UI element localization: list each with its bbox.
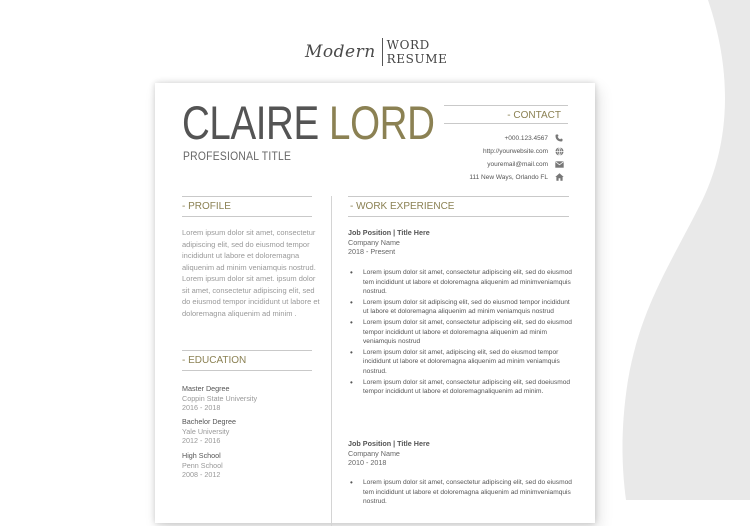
job-position: Job Position | Title Here [348, 439, 430, 448]
education-years: 2016 - 2018 [182, 403, 221, 412]
brand-logo [305, 36, 447, 68]
first-name: CLAIRE [182, 96, 319, 149]
job-bullets [348, 478, 573, 508]
job-bullet: • Lorem ipsum dolor sit amet, consectetur adipiscing elit, sed do eiusmod tempor incididunt ut labore et doloremagna aliquenim ad minim veniamquis nostrud [348, 318, 573, 347]
education-degree: Bachelor Degree [182, 417, 236, 426]
column-divider [331, 196, 332, 526]
job-bullet: • Lorem ipsum dolor sit amet, consectetur adipiscing elit, sed do eiusmod tem incididunt ut labore et doloremagna aliquenim ad minimveniamquis nostrud. [348, 268, 573, 297]
job-position: Job Position | Title Here [348, 228, 430, 237]
job-header [348, 228, 430, 257]
phone-icon [554, 134, 564, 142]
contact-rule-top [444, 105, 568, 106]
education-years: 2008 - 2012 [182, 470, 221, 479]
education-rule-bottom [182, 370, 312, 371]
contact-phone [504, 134, 564, 142]
profile-heading: - PROFILE [182, 201, 231, 212]
experience-rule-top [348, 196, 569, 197]
resume-name [182, 96, 435, 150]
job-bullet: • Lorem ipsum dolor sit amet, consectetur adipiscing elit, sed doeiusmod tempor incididunt ut labore et doloremagnaliquenim ad minim. [348, 378, 573, 397]
contact-heading: - CONTACT [507, 110, 561, 121]
contact-email-text: youremail@mail.com [487, 160, 548, 168]
experience-heading: - WORK EXPERIENCE [350, 201, 455, 212]
job-bullet: • Lorem ipsum dolor sit adipiscing elit, sed do eiusmod tempor incididunt ut labore et doloremagna aliquenim ad minim veniamquis nostrud [348, 298, 573, 317]
education-school: Yale University [182, 426, 230, 436]
job-header [348, 439, 430, 468]
contact-phone-text: +000.123.4567 [504, 134, 548, 142]
job-bullets [348, 268, 573, 398]
contact-email [487, 160, 564, 168]
brand-script: Modern [305, 42, 376, 62]
home-icon [554, 173, 564, 181]
job-company: Company Name [348, 237, 400, 247]
education-school: Coppin State University [182, 393, 258, 403]
profile-rule-top [182, 196, 312, 197]
profile-rule-bottom [182, 216, 312, 217]
job-dates: 2010 - 2018 [348, 458, 387, 467]
education-school: Penn School [182, 460, 223, 470]
education-heading: - EDUCATION [182, 355, 247, 366]
professional-title: PROFESIONAL TITLE [183, 149, 292, 163]
contact-rule-bottom [444, 123, 568, 124]
job-bullet: • Lorem ipsum dolor sit amet, adipiscing elit, sed do eiusmod tempor incididunt ut labore et doloremagna aliquenim ad minim veniamquis nostrud. [348, 348, 573, 377]
brand-divider [382, 38, 383, 66]
brand-resume: RESUME [386, 52, 448, 66]
education-years: 2012 - 2016 [182, 436, 221, 445]
education-item [182, 417, 236, 446]
last-name: LORD [329, 96, 435, 149]
job-company: Company Name [348, 448, 400, 458]
education-item [182, 451, 223, 480]
education-degree: Master Degree [182, 384, 230, 393]
contact-address-text: 111 New Ways, Orlando FL [469, 173, 548, 181]
education-degree: High School [182, 451, 221, 460]
experience-rule-bottom [348, 216, 569, 217]
globe-icon [554, 147, 564, 155]
job-bullet: • Lorem ipsum dolor sit amet, consectetur adipiscing elit, sed do eiusmod tem incididunt ut labore et doloremagna aliquenim ad minimveniamquis nostrud. [348, 478, 573, 507]
contact-address [469, 173, 564, 181]
contact-website-text: http://yourwebsite.com [482, 147, 548, 155]
mail-icon [554, 160, 564, 168]
resume-page [155, 83, 595, 523]
profile-text: Lorem ipsum dolor sit amet, consectetur adipiscing elit, sed do eiusmod tempor incididunt ut labore et doloremagna aliquenim ad minim veniamquis nostrud. Lorem ipsum dolor sit amet. ipsum dolor sit amet, consectetur adipiscing elit, sed do eiusmod tempor incididunt ut labore et doloremagna aliquenim ad minim . [182, 228, 320, 318]
education-item [182, 384, 257, 413]
brand-word: WORD [386, 38, 430, 52]
job-dates: 2018 - Present [348, 247, 396, 256]
education-rule-top [182, 350, 312, 351]
contact-website [483, 147, 564, 155]
